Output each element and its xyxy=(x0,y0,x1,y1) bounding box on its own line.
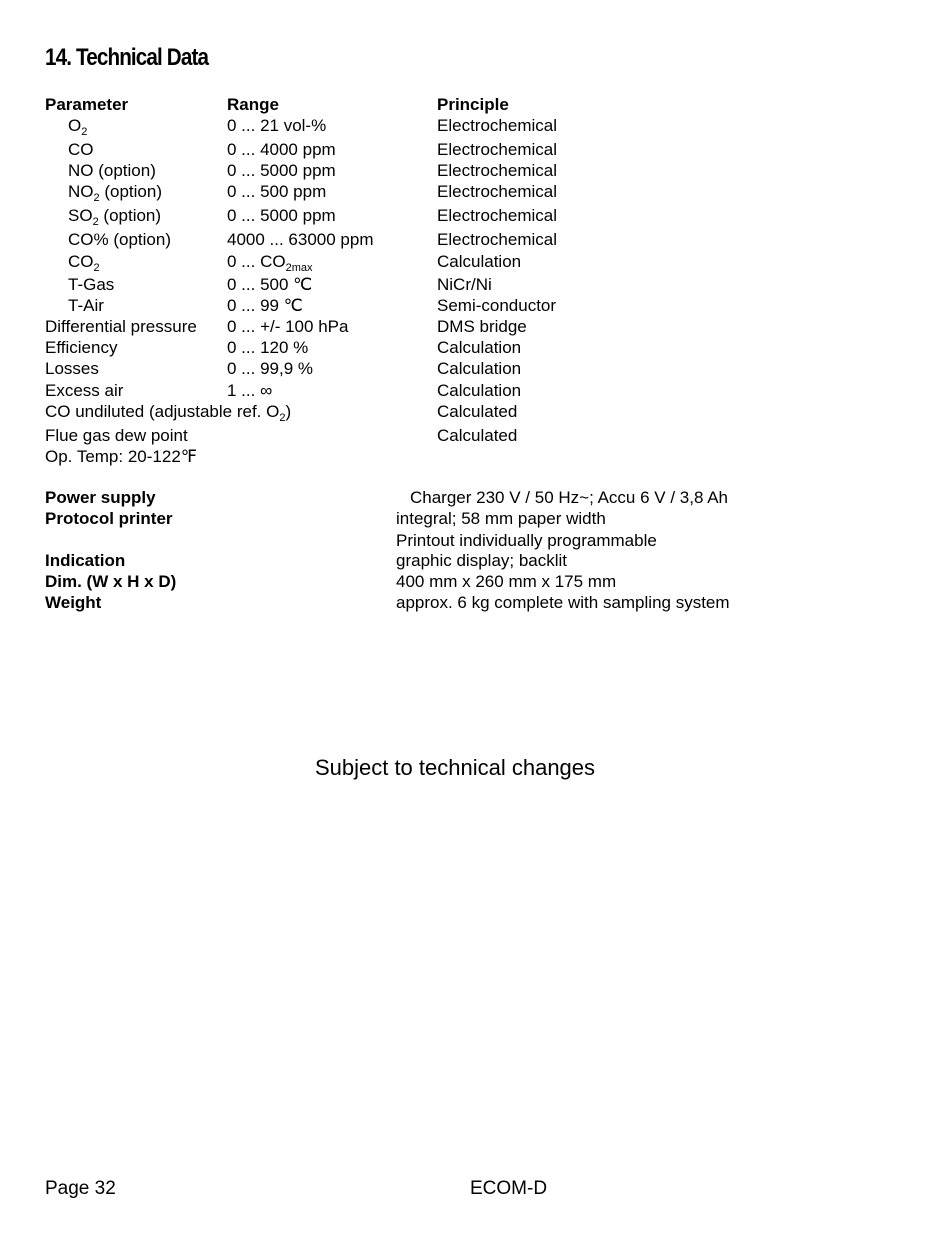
param-text: NO xyxy=(68,182,94,201)
param-cell: Flue gas dew point xyxy=(45,426,188,445)
param-cell: NO (option) xyxy=(68,161,156,180)
principle-cell: Semi-conductor xyxy=(437,296,557,315)
param-text: CO undiluted (adjustable ref. O xyxy=(45,402,280,421)
principle-cell: Calculation xyxy=(437,381,522,400)
header-parameter: Parameter xyxy=(45,95,129,114)
range-cell: 4000 ... 63000 ppm xyxy=(227,230,374,249)
range-cell: 0 ... 4000 ppm xyxy=(227,140,336,159)
spec-value: Charger 230 V / 50 Hz~; Accu 6 V / 3,8 Ah xyxy=(410,488,728,507)
range-cell: 0 ... 500 ppm xyxy=(227,182,327,201)
range-subscript: 2max xyxy=(285,262,313,274)
param-cell: CO% (option) xyxy=(68,230,171,249)
spec-value: integral; 58 mm paper width xyxy=(396,509,606,528)
header-range: Range xyxy=(227,95,279,114)
spec-label: Protocol printer xyxy=(45,509,173,528)
param-suffix: ) xyxy=(285,402,292,421)
range-text: 0 ... CO xyxy=(227,252,286,271)
range-cell xyxy=(227,252,312,272)
principle-cell: Electrochemical xyxy=(437,230,557,249)
range-cell: 0 ... 5000 ppm xyxy=(227,161,336,180)
param-subscript: 2 xyxy=(92,216,99,228)
param-cell: Op. Temp: 20-122℉ xyxy=(45,447,197,466)
param-cell: T-Air xyxy=(68,296,104,315)
principle-cell: DMS bridge xyxy=(437,317,527,336)
param-cell xyxy=(68,182,162,202)
principle-cell: Electrochemical xyxy=(437,182,557,201)
spec-value: 400 mm x 260 mm x 175 mm xyxy=(396,572,617,591)
param-text: CO xyxy=(68,252,94,271)
param-cell xyxy=(68,206,161,226)
principle-cell: Electrochemical xyxy=(437,116,557,135)
param-cell xyxy=(68,252,100,272)
param-cell xyxy=(68,116,87,136)
range-cell: 0 ... 120 % xyxy=(227,338,309,357)
notice-text: Subject to technical changes xyxy=(314,755,596,780)
principle-cell: Calculation xyxy=(437,338,522,357)
spec-label: Weight xyxy=(45,593,102,612)
spec-value: approx. 6 kg complete with sampling system xyxy=(396,593,730,612)
spec-label: Indication xyxy=(45,551,126,570)
range-cell: 0 ... 5000 ppm xyxy=(227,206,336,225)
range-cell: 0 ... 21 vol-% xyxy=(227,116,327,135)
principle-cell: Calculation xyxy=(437,359,522,378)
range-cell: 0 ... +/- 100 hPa xyxy=(227,317,349,336)
param-cell: T-Gas xyxy=(68,275,115,294)
param-subscript: 2 xyxy=(81,126,88,138)
header-principle: Principle xyxy=(437,95,509,114)
param-text: SO xyxy=(68,206,93,225)
spec-value: graphic display; backlit xyxy=(396,551,568,570)
principle-cell: Calculated xyxy=(437,426,518,445)
param-suffix: (option) xyxy=(99,182,162,201)
spec-value: Printout individually programmable xyxy=(396,531,657,550)
page-title: 14. Technical Data xyxy=(45,44,209,71)
param-cell: Excess air xyxy=(45,381,124,400)
footer-page-number: Page 32 xyxy=(45,1178,116,1199)
principle-cell: Calculation xyxy=(437,252,522,271)
range-cell: 0 ... 500 ℃ xyxy=(227,275,313,294)
param-cell: Differential pressure xyxy=(45,317,197,336)
spec-label: Dim. (W x H x D) xyxy=(45,572,177,591)
range-cell: 0 ... 99,9 % xyxy=(227,359,313,378)
param-cell xyxy=(45,402,291,422)
param-cell: CO xyxy=(68,140,94,159)
principle-cell: NiCr/Ni xyxy=(437,275,492,294)
principle-cell: Electrochemical xyxy=(437,161,557,180)
principle-cell: Calculated xyxy=(437,402,518,421)
spec-label: Power supply xyxy=(45,488,156,507)
param-cell: Efficiency xyxy=(45,338,118,357)
principle-cell: Electrochemical xyxy=(437,140,557,159)
param-cell: Losses xyxy=(45,359,99,378)
principle-cell: Electrochemical xyxy=(437,206,557,225)
param-subscript: 2 xyxy=(93,262,100,274)
param-suffix: (option) xyxy=(98,206,162,225)
range-cell: 1 ... ∞ xyxy=(227,381,273,400)
footer-model-name: ECOM-D xyxy=(470,1178,548,1199)
param-subscript: 2 xyxy=(93,192,100,204)
param-subscript: 2 xyxy=(279,412,286,424)
range-cell: 0 ... 99 ℃ xyxy=(227,296,303,315)
param-text: O xyxy=(68,116,82,135)
